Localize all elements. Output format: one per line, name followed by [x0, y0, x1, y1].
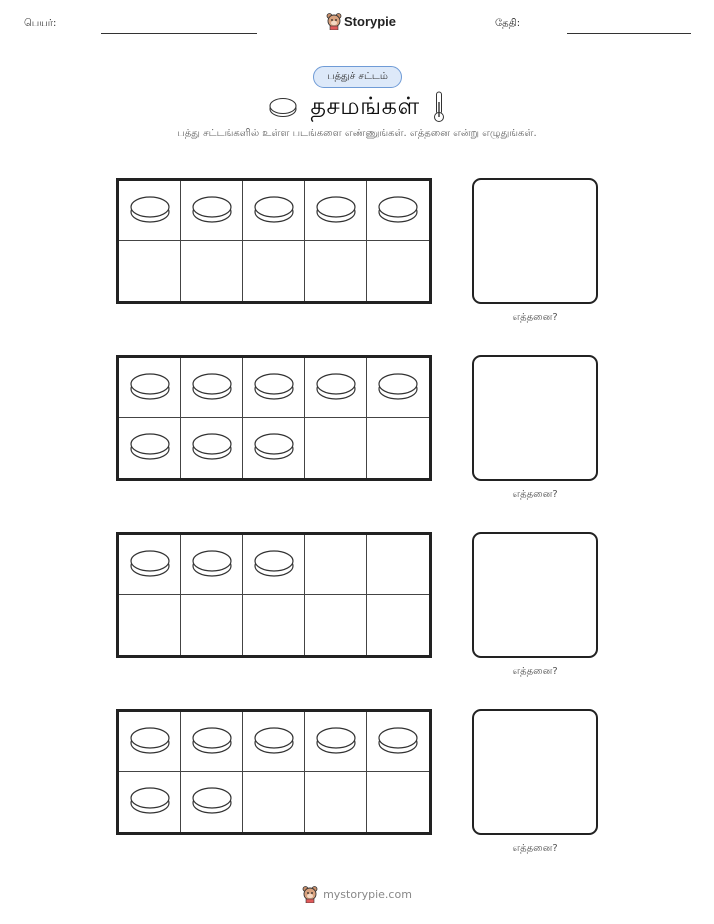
ten-frame-cell [243, 595, 305, 655]
answer-prompt: எத்தனை? [512, 312, 558, 323]
ten-frame-cell [119, 772, 181, 832]
date-line[interactable] [567, 33, 691, 34]
ten-frame [116, 355, 432, 481]
answer-prompt: எத்தனை? [512, 843, 558, 854]
counter-icon [191, 430, 233, 466]
ten-frame-cell [305, 181, 367, 241]
ten-frame-cell [243, 358, 305, 418]
ten-frame-cell [367, 241, 429, 301]
counter-icon [377, 370, 419, 406]
ten-frame-cell [367, 712, 429, 772]
counter-icon [268, 96, 298, 118]
ten-frame [116, 709, 432, 835]
answer-prompt: எத்தனை? [512, 666, 558, 677]
counter-icon [253, 547, 295, 583]
page-title: தசமங்கள் [310, 91, 420, 120]
ten-frame-cell [119, 181, 181, 241]
ten-frame-cell [367, 595, 429, 655]
ten-frame-cell [367, 181, 429, 241]
footer [0, 885, 714, 903]
ten-frame-cell [181, 181, 243, 241]
ten-frame-cell [119, 595, 181, 655]
counter-icon [315, 370, 357, 406]
counter-icon [315, 724, 357, 760]
answer-box[interactable] [472, 178, 598, 304]
ten-frame-cell [305, 241, 367, 301]
ten-frame-cell [305, 595, 367, 655]
counter-icon [253, 724, 295, 760]
counter-icon [191, 784, 233, 820]
ten-frame-cell [119, 241, 181, 301]
counter-icon [315, 193, 357, 229]
ten-frame-cell [243, 181, 305, 241]
name-line[interactable] [101, 33, 257, 34]
bear-logo-icon [302, 885, 318, 903]
name-label: பெயர்: [24, 18, 57, 29]
ten-frame-cell [181, 595, 243, 655]
worksheet-tag: பத்துச் சட்டம் [313, 66, 402, 88]
ten-frame-cell [367, 772, 429, 832]
counter-icon [191, 370, 233, 406]
counter-icon [129, 784, 171, 820]
ten-frame [116, 532, 432, 658]
ten-frame-cell [119, 712, 181, 772]
counter-icon [191, 547, 233, 583]
counter-icon [377, 724, 419, 760]
brand-logo [326, 12, 396, 30]
counter-icon [253, 430, 295, 466]
ten-frame-cell [181, 241, 243, 301]
thermometer-icon [432, 90, 446, 124]
ten-frame [116, 178, 432, 304]
counter-icon [191, 193, 233, 229]
ten-frame-cell [181, 358, 243, 418]
ten-frame-cell [243, 418, 305, 478]
bear-logo-icon [326, 12, 342, 30]
brand-name: Storypie [344, 13, 397, 29]
counter-icon [253, 370, 295, 406]
counter-icon [129, 724, 171, 760]
date-label: தேதி: [495, 18, 521, 29]
ten-frame-cell [367, 358, 429, 418]
ten-frame-cell [243, 535, 305, 595]
ten-frame-cell [119, 418, 181, 478]
ten-frame-cell [305, 358, 367, 418]
ten-frame-cell [181, 535, 243, 595]
footer-url[interactable]: mystorypie.com [323, 887, 412, 901]
counter-icon [377, 193, 419, 229]
ten-frame-cell [305, 418, 367, 478]
ten-frame-cell [305, 772, 367, 832]
counter-icon [253, 193, 295, 229]
answer-box[interactable] [472, 532, 598, 658]
answer-box[interactable] [472, 355, 598, 481]
ten-frame-cell [243, 241, 305, 301]
counter-icon [129, 370, 171, 406]
ten-frame-cell [181, 772, 243, 832]
counter-icon [191, 724, 233, 760]
ten-frame-cell [181, 712, 243, 772]
ten-frame-cell [367, 418, 429, 478]
ten-frame-cell [119, 535, 181, 595]
counter-icon [129, 193, 171, 229]
ten-frame-cell [367, 535, 429, 595]
ten-frame-cell [305, 535, 367, 595]
answer-box[interactable] [472, 709, 598, 835]
counter-icon [129, 430, 171, 466]
title-row [0, 90, 714, 124]
counter-icon [129, 547, 171, 583]
instructions: பத்து சட்டங்களில் உள்ள படங்களை எண்ணுங்கள். எத்தனை என்று எழுதுங்கள். [177, 128, 537, 139]
ten-frame-cell [243, 772, 305, 832]
ten-frame-cell [305, 712, 367, 772]
ten-frame-cell [181, 418, 243, 478]
answer-prompt: எத்தனை? [512, 489, 558, 500]
ten-frame-cell [243, 712, 305, 772]
ten-frame-cell [119, 358, 181, 418]
